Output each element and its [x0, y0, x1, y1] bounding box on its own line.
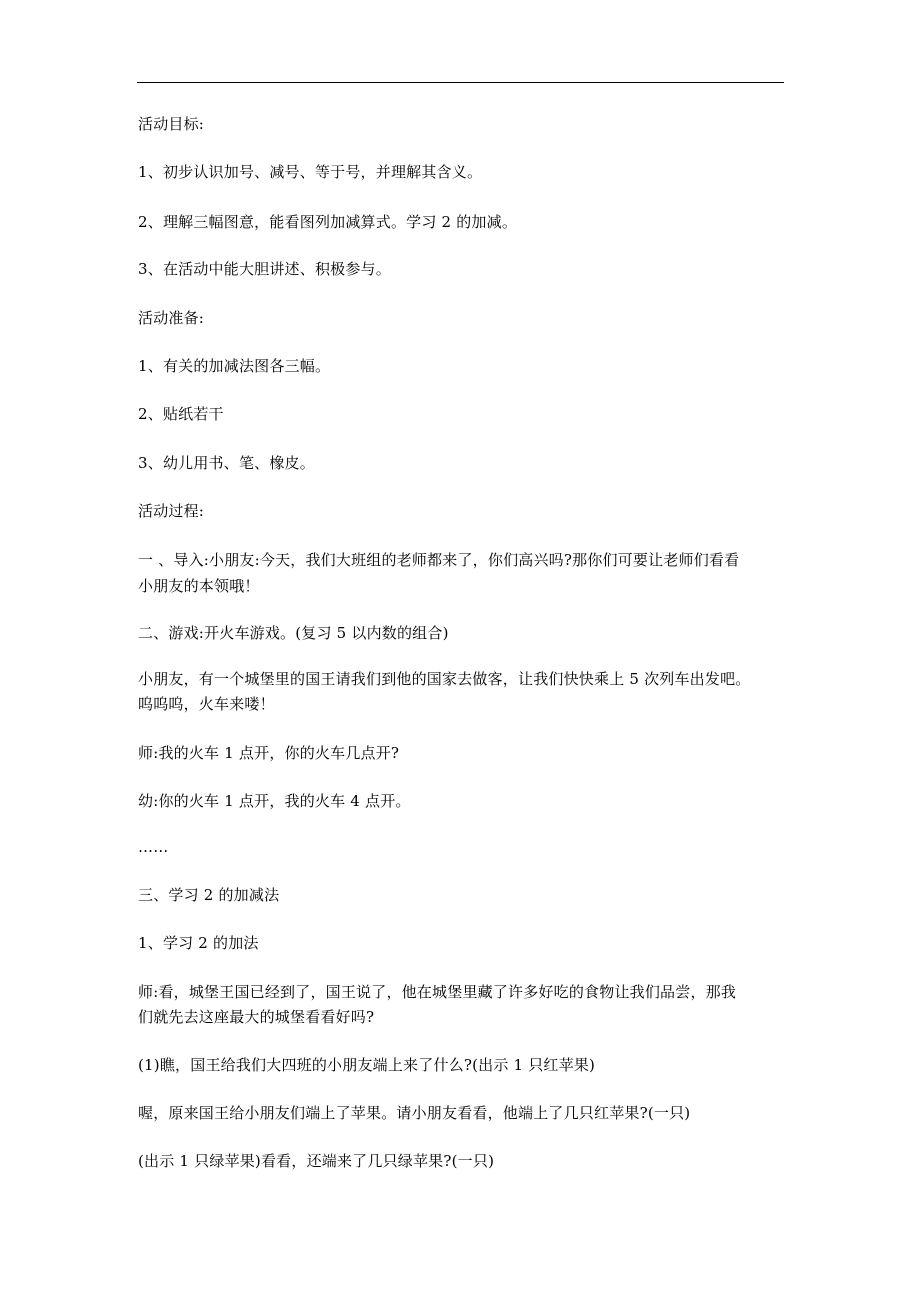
apple-green-line: (出示 1 只绿苹果)看看，还端来了几只绿苹果?(一只) — [138, 1152, 495, 1170]
teacher-castle-line-2: 们就先去这座最大的城堡看看好吗? — [138, 1008, 375, 1026]
ellipsis-line: …… — [138, 838, 169, 856]
teacher-line: 师:我的火车 1 点开，你的火车几点开? — [138, 744, 400, 762]
preparation-item-2: 2、贴纸若干 — [138, 405, 224, 423]
header-rule — [137, 82, 784, 83]
process-intro-line-2: 小朋友的本领哦！ — [138, 577, 260, 595]
step-1-line: (1)瞧，国王给我们大四班的小朋友端上来了什么?(出示 1 只红苹果) — [138, 1056, 596, 1074]
process-intro-line-1: 一 、导入:小朋友:今天，我们大班组的老师都来了，你们高兴吗?那你们可要让老师们看看 — [138, 551, 740, 569]
section-heading-goals: 活动目标: — [138, 115, 205, 133]
goal-item-2: 2、理解三幅图意，能看图列加减算式。学习 2 的加减。 — [138, 213, 518, 231]
process-game-line-2: 呜呜呜，火车来喽！ — [138, 695, 275, 713]
process-game-line-1: 小朋友，有一个城堡里的国王请我们到他的国家去做客，让我们快快乘上 5 次列车出发吧。 — [138, 670, 751, 688]
addition-subheading: 1、学习 2 的加法 — [138, 934, 259, 952]
apple-red-line: 喔，原来国王给小朋友们端上了苹果。请小朋友看看，他端上了几只红苹果?(一只) — [138, 1104, 691, 1122]
section-heading-process: 活动过程: — [138, 502, 205, 520]
process-learn-heading: 三、学习 2 的加减法 — [138, 886, 280, 904]
section-heading-preparation: 活动准备: — [138, 309, 205, 327]
goal-item-3: 3、在活动中能大胆讲述、积极参与。 — [138, 260, 391, 278]
teacher-castle-line-1: 师:看，城堡王国已经到了，国王说了，他在城堡里藏了许多好吃的食物让我们品尝，那我 — [138, 983, 737, 1001]
child-line: 幼:你的火车 1 点开，我的火车 4 点开。 — [138, 792, 411, 810]
preparation-item-1: 1、有关的加减法图各三幅。 — [138, 357, 331, 375]
process-game-heading: 二、游戏:开火车游戏。(复习 5 以内数的组合) — [138, 624, 449, 642]
goal-item-1: 1、初步认识加号、减号、等于号，并理解其含义。 — [138, 163, 483, 181]
preparation-item-3: 3、幼儿用书、笔、橡皮。 — [138, 454, 315, 472]
